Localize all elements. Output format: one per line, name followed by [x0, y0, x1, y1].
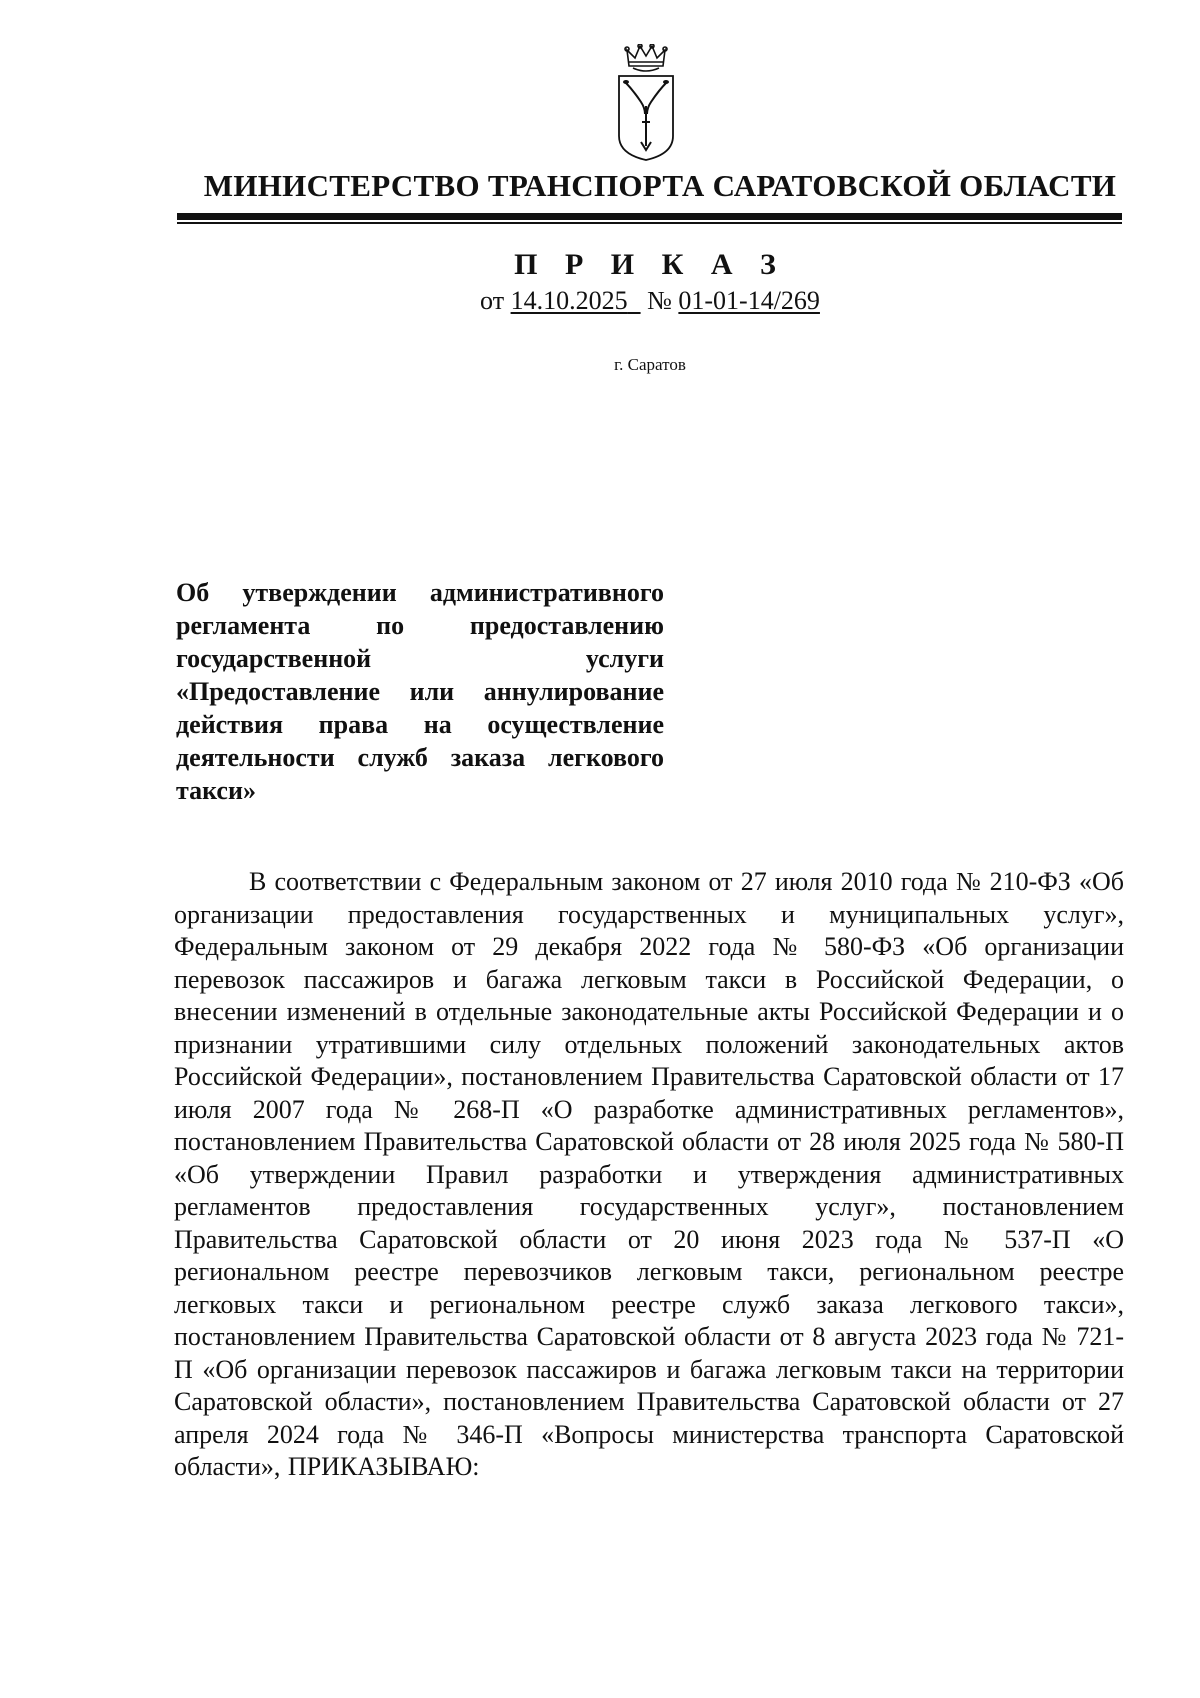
header-rule-thin	[177, 222, 1122, 224]
order-date-number	[350, 286, 950, 316]
order-title: П Р И К А З	[514, 248, 786, 281]
coat-of-arms-icon	[611, 44, 681, 164]
ministry-name: МИНИСТЕРСТВО ТРАНСПОРТА САРАТОВСКОЙ ОБЛАСТИ	[203, 168, 1117, 203]
order-date: 14.10.2025	[510, 286, 628, 315]
order-body: В соответствии с Федеральным законом от 27 июля 2010 года № 210-ФЗ «Об организации предоставления государственных и муниципальных услуг», Федеральным законом от 29 декабря 2022 года № 580-ФЗ «Об организации перевозок пассажиров и багажа легковым такси в Российской Федерации, о внесении изменений в отдельные законодательные акты Российской Федерации и о признании утратившими силу отдельных положений законодательных актов Российской Федерации», постановлением Правительства Саратовской области от 17 июля 2007 года № 268-П «О разработке административных регламентов», постановлением Правительства Саратовской области от 28 июля 2025 года № 580-П «Об утверждении Правил разработки и утверждения административных регламентов предоставления государственных услуг», постановлением Правительства Саратовской области от 20 июня 2023 года № 537-П «О региональном реестре перевозчиков легковым такси, региональном реестре легковых такси и региональном реестре служб заказа легкового такси», постановлением Правительства Саратовской области от 8 августа 2023 года № 721-П «Об организации перевозок пассажиров и багажа легковым такси на территории Саратовской области», постановлением Правительства Саратовской области от 27 апреля 2024 года № 346-П «Вопросы министерства транспорта Саратовской области», ПРИКАЗЫВАЮ:	[174, 867, 1124, 1481]
order-number: 01-01-14/269	[678, 286, 820, 315]
header-rule-thick	[177, 213, 1122, 220]
number-prefix: №	[647, 286, 672, 315]
city: г. Саратов	[614, 355, 686, 374]
order-subject: Об утверждении административного регламента по предоставлению государственной услуги «Предоставление или аннулирование действия права на осуществление деятельности служб заказа легкового такси»	[176, 578, 664, 805]
date-prefix: от	[480, 286, 505, 315]
